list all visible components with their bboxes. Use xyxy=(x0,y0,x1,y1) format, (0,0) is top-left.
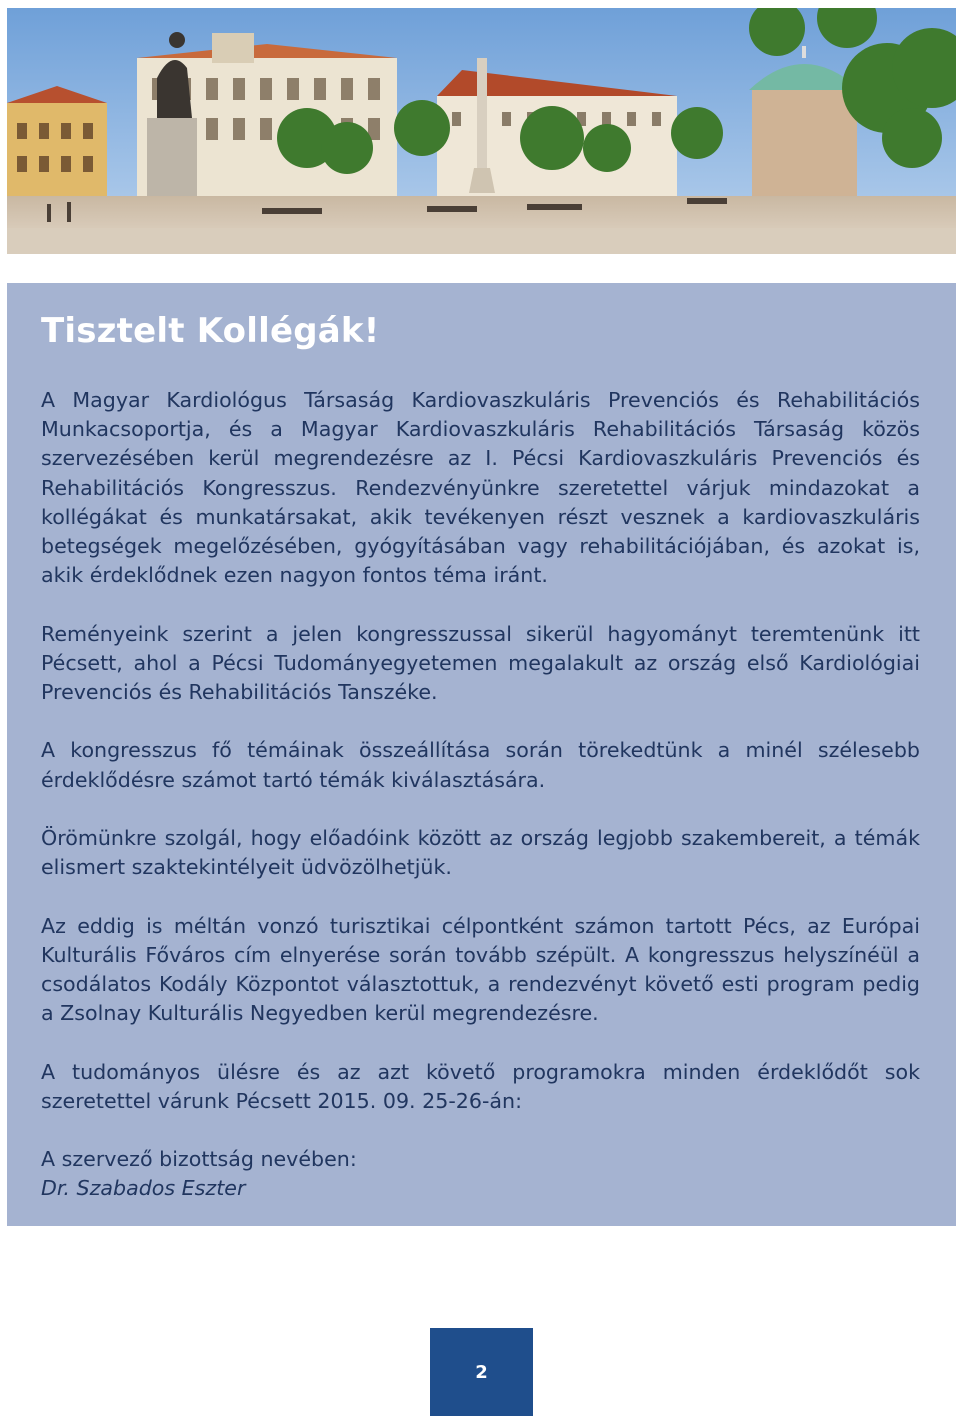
paragraph-tradition: Reményeink szerint a jelen kongresszussal sikerül hagyományt teremtenünk itt Pécsett, ahol a Pécsi Tudományegyetemen megalakult az ország első Kardiológiai Prevenciós és Rehabilitációs Tanszéke. xyxy=(41,621,920,705)
paragraph-topics: A kongresszus fő témáinak összeállítása során törekedtünk a minél szélesebb érdeklődésre számot tartó témák kiválasztására. xyxy=(41,738,920,792)
letter-panel xyxy=(7,283,956,1226)
paragraph-invitation: A tudományos ülésre és az azt követő programokra minden érdeklődőt sok szeretettel várunk Pécsett 2015. 09. 25-26-án: xyxy=(41,1059,920,1113)
letter-body xyxy=(41,386,920,1233)
closing-line: A szervező bizottság nevében: xyxy=(41,1147,357,1172)
paragraph-speakers: Örömünkre szolgál, hogy előadóink között az ország legjobb szakembereit, a témák elismert szaktekintélyeit üdvözölhetjük. xyxy=(41,826,920,880)
town-square-photo xyxy=(7,8,956,254)
signature: Dr. Szabados Eszter xyxy=(41,1176,246,1201)
paragraph-venue: Az eddig is méltán vonzó turisztikai célpontként számon tartott Pécs, az Európai Kulturális Főváros cím elnyerése során tovább szépült. A kongresszus helyszínéül a csodálatos Kodály Központot választottuk, a rendezvényt követő esti program pedig a Zsolnay Kulturális Negyedben kerül megrendezésre. xyxy=(41,913,920,1026)
greeting-heading: Tisztelt Kollégák! xyxy=(41,311,380,351)
page-number: 2 xyxy=(430,1328,533,1416)
paragraph-intro: A Magyar Kardiológus Társaság Kardiovaszkuláris Prevenciós és Rehabilitációs Munkacsoportja, és a Magyar Kardiovaszkuláris Rehabilitációs Társaság közös szervezésében kerül megrendezésre az I. Pécsi Kardiovaszkuláris Prevenciós és Rehabilitációs Kongresszus. Rendezvényünkre szeretettel várjuk mindazokat a kollégákat és munkatársakat, akik tevékenyen részt vesznek a kardiovaszkuláris betegségek megelőzésében, gyógyításában vagy rehabilitációjában, és azokat is, akik érdeklődnek ezen nagyon fontos téma iránt. xyxy=(41,388,920,588)
